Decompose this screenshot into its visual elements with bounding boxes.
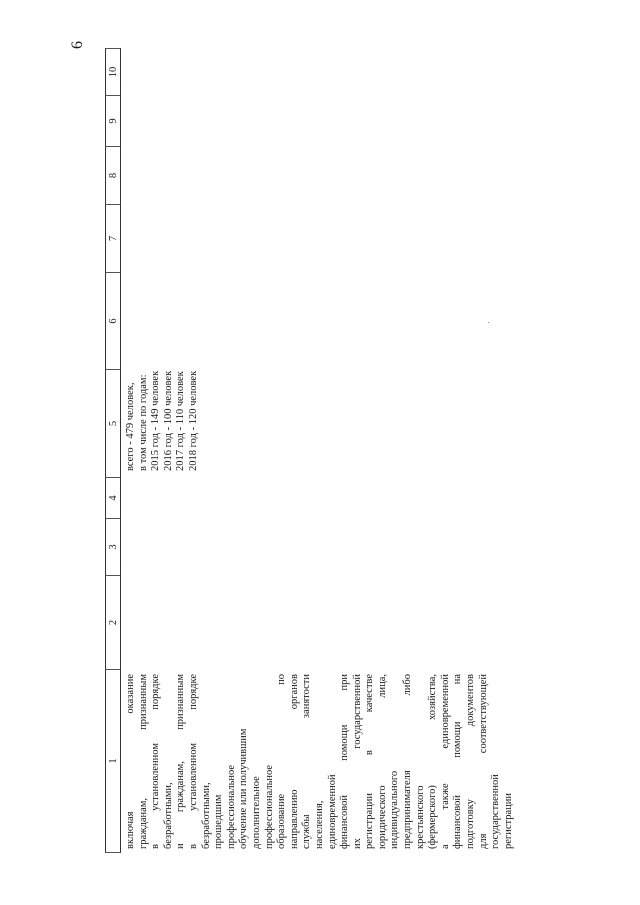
column-1-line: направлению органов [288,674,300,849]
column-1-cell-text [121,674,515,849]
column-5-line: в том числе по годам: [137,374,149,471]
column-1-line: обучение или получившим [238,728,250,849]
column-1-line: регистрации [502,793,514,849]
column-1-line: профессиональное [225,764,237,849]
column-1-line: и гражданам, признанным [175,674,187,849]
column-1-line: финансовой помощи на [452,674,464,849]
column-1-line: гражданам, признанным [137,674,149,849]
column-1-line: крестьянского [414,785,426,849]
column-header-6: 6 [105,273,121,370]
page-number: 6 [69,41,86,49]
column-1-line: дополнительное [250,776,262,849]
column-1-line: подготовку документов [465,674,477,849]
column-1-line: безработными, [200,782,212,849]
data-table [105,48,575,853]
column-1-line: для соответствующей [477,674,489,849]
column-header-7: 7 [105,205,121,273]
column-5-line: 2015 год - 149 человек [150,370,162,471]
column-1-line: единовременной [326,774,338,849]
column-1-line: в установленном порядке [150,674,162,849]
column-5-line: всего - 479 человек, [125,382,136,471]
column-1-line: финансовой помощи при [339,674,351,849]
column-1-line: государственной [490,774,502,849]
column-header-8: 8 [105,147,121,205]
column-5-line: 2018 год - 120 человек [187,370,199,471]
column-header-3: 3 [105,519,121,576]
column-1-line: безработными, [162,782,174,849]
column-1-line: службы занятости [301,674,313,849]
column-5-line: 2016 год - 100 человек [162,370,174,471]
column-header-1: 1 [105,670,121,853]
column-1-line: прошедшим [213,794,225,849]
column-1-line: индивидуального [389,770,401,849]
column-1-line: профессиональное [263,764,275,849]
column-5-line: 2017 год - 110 человек [175,371,187,471]
column-1-line: (фермерского) хозяйства, [427,674,439,849]
column-header-5: 5 [105,370,121,478]
column-1-line: населения, [313,800,325,849]
column-1-line: их государственной [351,674,363,849]
column-header-4: 4 [105,478,121,519]
column-header-10: 10 [105,48,121,96]
column-header-9: 9 [105,96,121,147]
column-1-line: регистрации в качестве [364,674,376,849]
column-1-line: а также единовременной [439,674,451,849]
column-header-2: 2 [105,576,121,670]
column-1-line: образование по [276,674,288,849]
column-5-cell-text [121,370,201,471]
column-1-line: в установленном порядке [187,674,199,849]
column-1-line: предпринимателя либо [402,674,414,849]
column-1-line: юридического лица, [376,674,388,849]
scan-speck [488,322,489,323]
column-1-line: включая оказание [125,674,136,849]
